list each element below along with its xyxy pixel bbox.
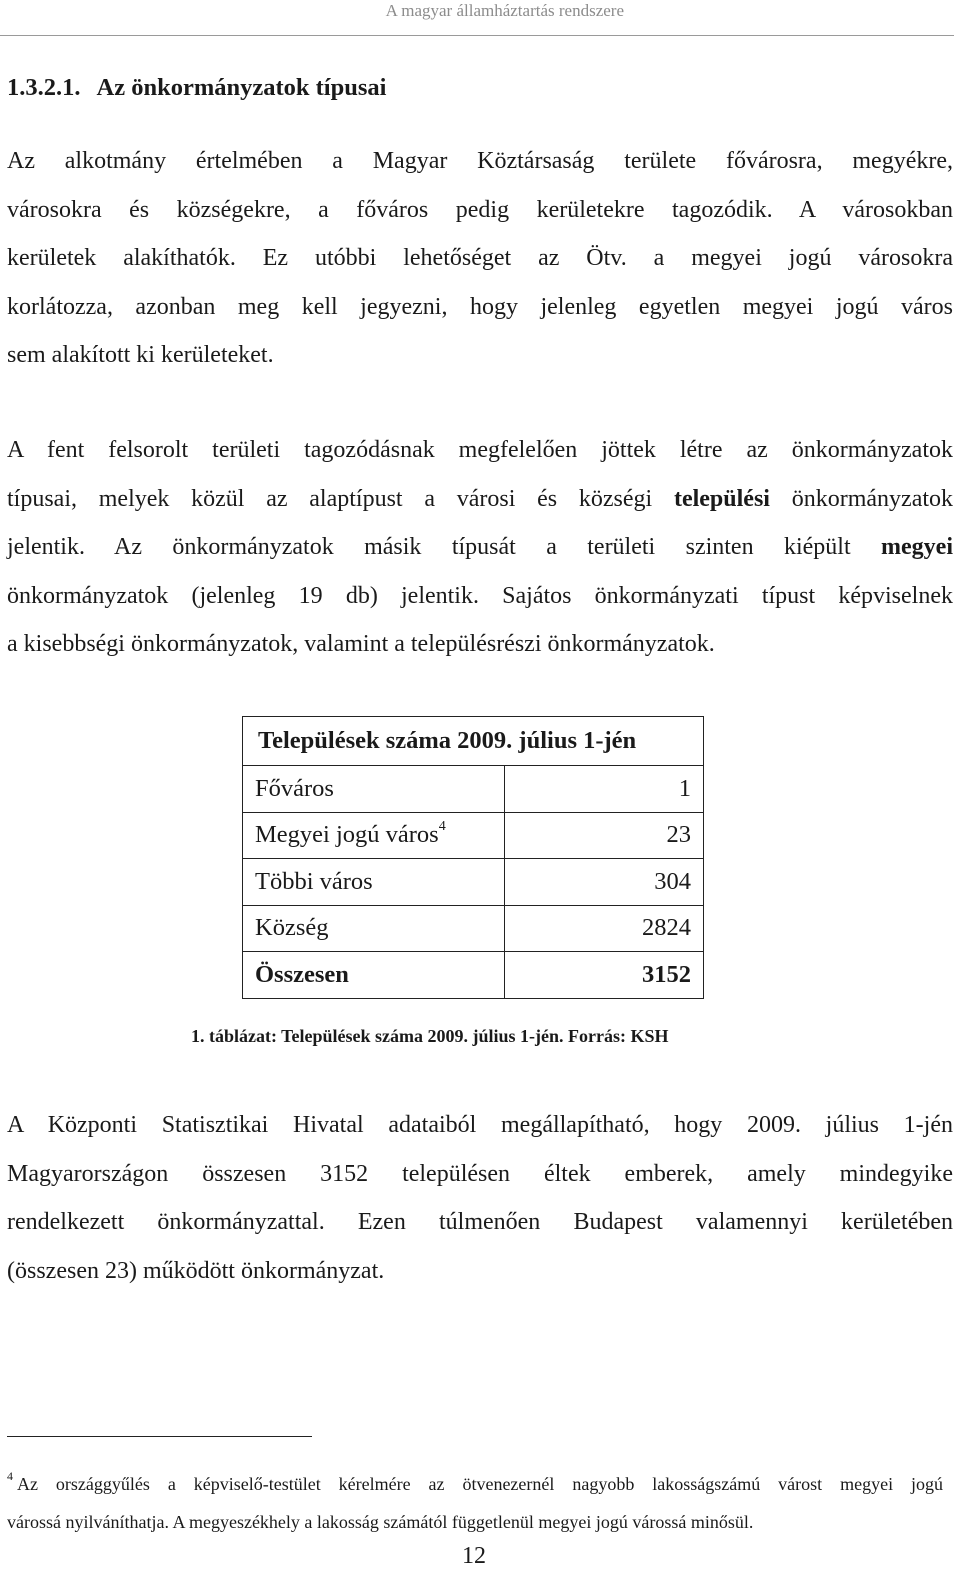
footnote-line: [7, 1465, 943, 1503]
footnote: [7, 1465, 943, 1541]
total-label: Összesen: [243, 952, 505, 999]
row-label: Többi város: [243, 859, 505, 906]
paragraph-line: önkormányzatok (jelenleg 19 db) jelentik. Sajátos önkormányzati típust képviselnek: [7, 582, 953, 609]
paragraph-line: a kisebbségi önkormányzatok, valamint a településrészi önkormányzatok.: [7, 631, 715, 657]
paragraph-line: [7, 475, 953, 524]
paragraph-line: Magyarországon összesen 3152 településen éltek emberek, amely mindegyike: [7, 1160, 953, 1187]
section-number: 1.3.2.1.: [7, 74, 81, 101]
row-label: Főváros: [243, 766, 505, 813]
row-value: 2824: [504, 905, 703, 952]
paragraph-line: Az alkotmány értelmében a Magyar Köztársaság területe fővárosra, megyékre,: [7, 148, 953, 174]
footnote-divider: [7, 1436, 312, 1437]
paragraph-line: kerületek alakíthatók. Ez utóbbi lehetőséget az Ötv. a megyei jogú városokra: [7, 245, 953, 271]
section-title-text: Az önkormányzatok típusai: [96, 74, 387, 101]
paragraph-2: [7, 426, 953, 669]
paragraph-line: (összesen 23) működött önkormányzat.: [7, 1257, 385, 1284]
footnote-ref[interactable]: 4: [438, 819, 446, 835]
row-label: Megyei jogú város: [255, 821, 439, 849]
bold-term-telepulesi: települési: [673, 485, 770, 512]
row-value: 304: [504, 859, 703, 906]
paragraph-line: A fent felsorolt területi tagozódásnak megfelelően jöttek létre az önkormányzatok: [7, 437, 953, 463]
bold-term-megyei: megyei: [881, 534, 953, 560]
paragraph-3: [7, 1101, 953, 1295]
table-header-row: [243, 717, 704, 766]
row-value: 1: [504, 766, 703, 813]
table-row: [243, 812, 704, 859]
paragraph-line: [7, 523, 953, 572]
running-header-title: A magyar államháztartás rendszere: [385, 1, 624, 20]
row-value: 23: [504, 812, 703, 859]
paragraph-line: városokra és községekre, a főváros pedig kerületekre tagozódik. A városokban: [7, 196, 953, 223]
row-label: Község: [243, 905, 505, 952]
table-row: [243, 905, 704, 952]
table-row: [243, 859, 704, 906]
running-header: [0, 0, 954, 36]
table-header: Települések száma 2009. július 1-jén: [243, 717, 704, 766]
section-title: [7, 74, 386, 102]
text-run: önkormányzatok: [791, 485, 954, 512]
total-value: 3152: [504, 952, 703, 999]
paragraph-line: A Központi Statisztikai Hivatal adataiból megállapítható, hogy 2009. július 1-jén: [7, 1112, 953, 1138]
footnote-marker: 4: [7, 1469, 13, 1483]
text-run: jelentik. Az önkormányzatok másik típusát a területi szinten kiépült: [7, 534, 851, 560]
paragraph-line: sem alakított ki kerületeket.: [7, 342, 274, 368]
table-row: [243, 766, 704, 813]
settlement-count-table: [242, 716, 704, 999]
table-caption: 1. táblázat: Települések száma 2009. július 1-jén. Forrás: KSH: [191, 1026, 669, 1046]
footnote-line: várossá nyilváníthatja. A megyeszékhely a lakosság számától függetlenül megyei jogú várossá minősül.: [7, 1512, 754, 1532]
paragraph-line: rendelkezett önkormányzattal. Ezen túlmenően Budapest valamennyi kerületében: [7, 1209, 953, 1235]
footnote-text: Az országgyűlés a képviselő-testület kérelmére az ötvenezernél nagyobb lakosságszámú várost megyei jogú: [17, 1474, 943, 1494]
page-number: 12: [462, 1543, 486, 1569]
row-label-cell: [243, 812, 505, 859]
paragraph-1: [7, 137, 953, 380]
text-run: típusai, melyek közül az alaptípust a városi és községi: [7, 485, 653, 512]
table-total-row: [243, 952, 704, 999]
paragraph-line: korlátozza, azonban meg kell jegyezni, hogy jelenleg egyetlen megyei jogú város: [7, 293, 953, 320]
